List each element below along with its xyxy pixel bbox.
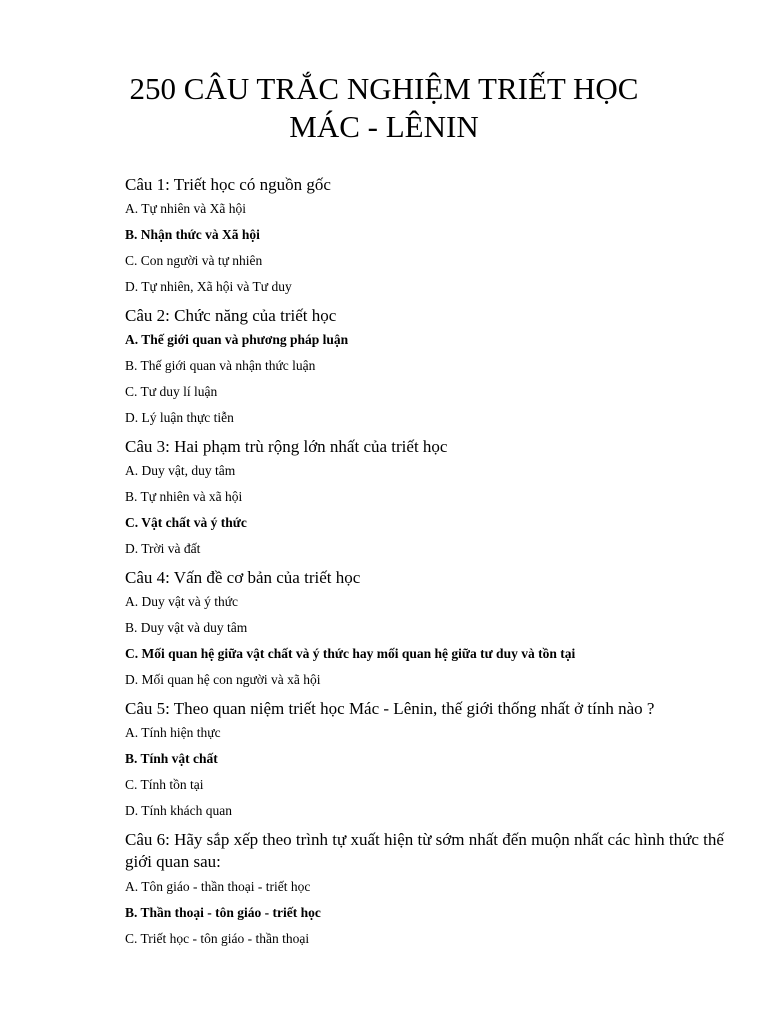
- answer-option-correct: B. Tính vật chất: [125, 751, 218, 766]
- answer-option: D. Mối quan hệ con người và xã hội: [125, 672, 321, 687]
- answer-option: D. Tự nhiên, Xã hội và Tư duy: [125, 279, 292, 294]
- answer-option: D. Trời và đất: [125, 541, 201, 556]
- answer-option: C. Tư duy lí luận: [125, 384, 218, 399]
- question-block: [125, 174, 725, 295]
- answer-option-correct: A. Thế giới quan và phương pháp luận: [125, 332, 349, 347]
- question-text: Câu 5: Theo quan niệm triết học Mác - Lênin, thế giới thống nhất ở tính nào ?: [125, 699, 655, 718]
- answer-option-correct: C. Mối quan hệ giữa vật chất và ý thức hay mối quan hệ giữa tư duy và tồn tại: [125, 646, 576, 661]
- title-line-1: 250 CÂU TRẮC NGHIỆM TRIẾT HỌC: [129, 71, 639, 106]
- answer-option: D. Tính khách quan: [125, 803, 232, 818]
- answer-option: C. Triết học - tôn giáo - thần thoại: [125, 931, 310, 946]
- question-block: [125, 829, 725, 947]
- answer-option: A. Duy vật và ý thức: [125, 594, 239, 609]
- question-text: Câu 2: Chức năng của triết học: [125, 306, 337, 325]
- answer-option: B. Duy vật và duy tâm: [125, 620, 248, 635]
- question-list: [125, 174, 725, 957]
- answer-option-correct: B. Nhận thức và Xã hội: [125, 227, 260, 242]
- answer-option: B. Tự nhiên và xã hội: [125, 489, 243, 504]
- answer-option: B. Thế giới quan và nhận thức luận: [125, 358, 316, 373]
- question-block: [125, 698, 725, 819]
- answer-option: A. Tự nhiên và Xã hội: [125, 201, 247, 216]
- question-block: [125, 305, 725, 426]
- question-text: Câu 6: Hãy sắp xếp theo trình tự xuất hiện từ sớm nhất đến muộn nhất các hình thức thế giới quan sau:: [125, 830, 724, 871]
- answer-option: A. Tôn giáo - thần thoại - triết học: [125, 879, 311, 894]
- question-text: Câu 3: Hai phạm trù rộng lớn nhất của triết học: [125, 437, 448, 456]
- answer-option: A. Tính hiện thực: [125, 725, 221, 740]
- question-text: Câu 4: Vấn đề cơ bản của triết học: [125, 568, 361, 587]
- answer-option-correct: B. Thần thoại - tôn giáo - triết học: [125, 905, 321, 920]
- answer-option: A. Duy vật, duy tâm: [125, 463, 236, 478]
- answer-option: D. Lý luận thực tiễn: [125, 410, 234, 425]
- document-title: [40, 70, 728, 146]
- question-text: Câu 1: Triết học có nguồn gốc: [125, 175, 331, 194]
- answer-option-correct: C. Vật chất và ý thức: [125, 515, 247, 530]
- answer-option: C. Con người và tự nhiên: [125, 253, 263, 268]
- question-block: [125, 567, 725, 688]
- title-line-2: MÁC - LÊNIN: [289, 109, 479, 144]
- answer-option: C. Tính tồn tại: [125, 777, 204, 792]
- question-block: [125, 436, 725, 557]
